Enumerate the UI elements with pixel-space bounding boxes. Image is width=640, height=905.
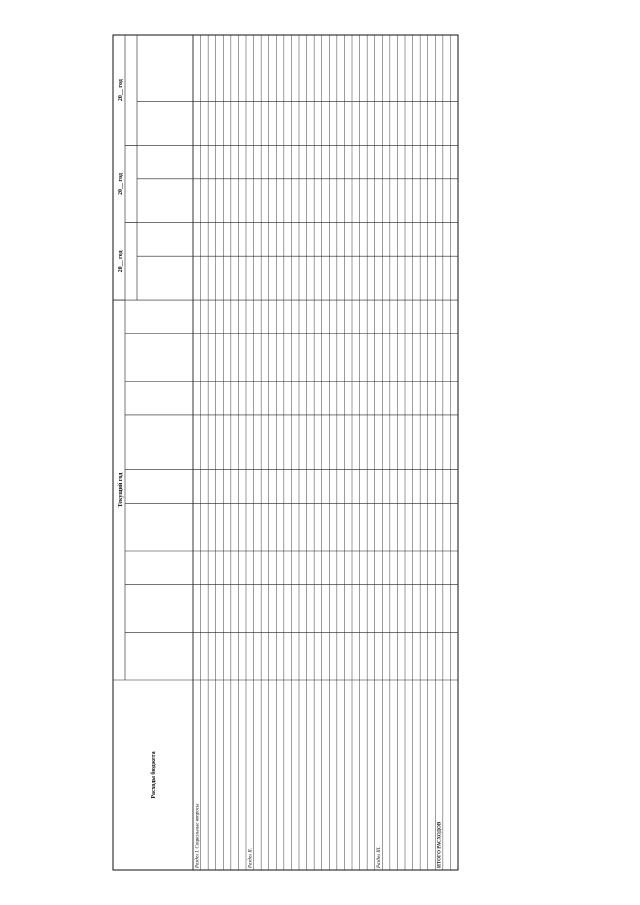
current-year-header: Текущий год	[118, 472, 124, 508]
row-label: Раздел II.	[248, 848, 254, 868]
row-label: ИТОГО РАСХОДОВ	[437, 821, 443, 868]
row-label: Раздел III.	[377, 846, 383, 868]
table-frame	[113, 35, 458, 870]
budget-header: Расходы бюджета	[151, 751, 157, 799]
forecast-group-header: 20__ год	[118, 250, 124, 273]
forecast-group-header: 20__ год	[118, 173, 124, 195]
forecast-group-header: 20__ год	[118, 79, 124, 102]
table-grid	[113, 35, 458, 870]
table-labels	[117, 79, 443, 869]
row-label: Раздел I. Социальные вопросы	[195, 803, 201, 868]
